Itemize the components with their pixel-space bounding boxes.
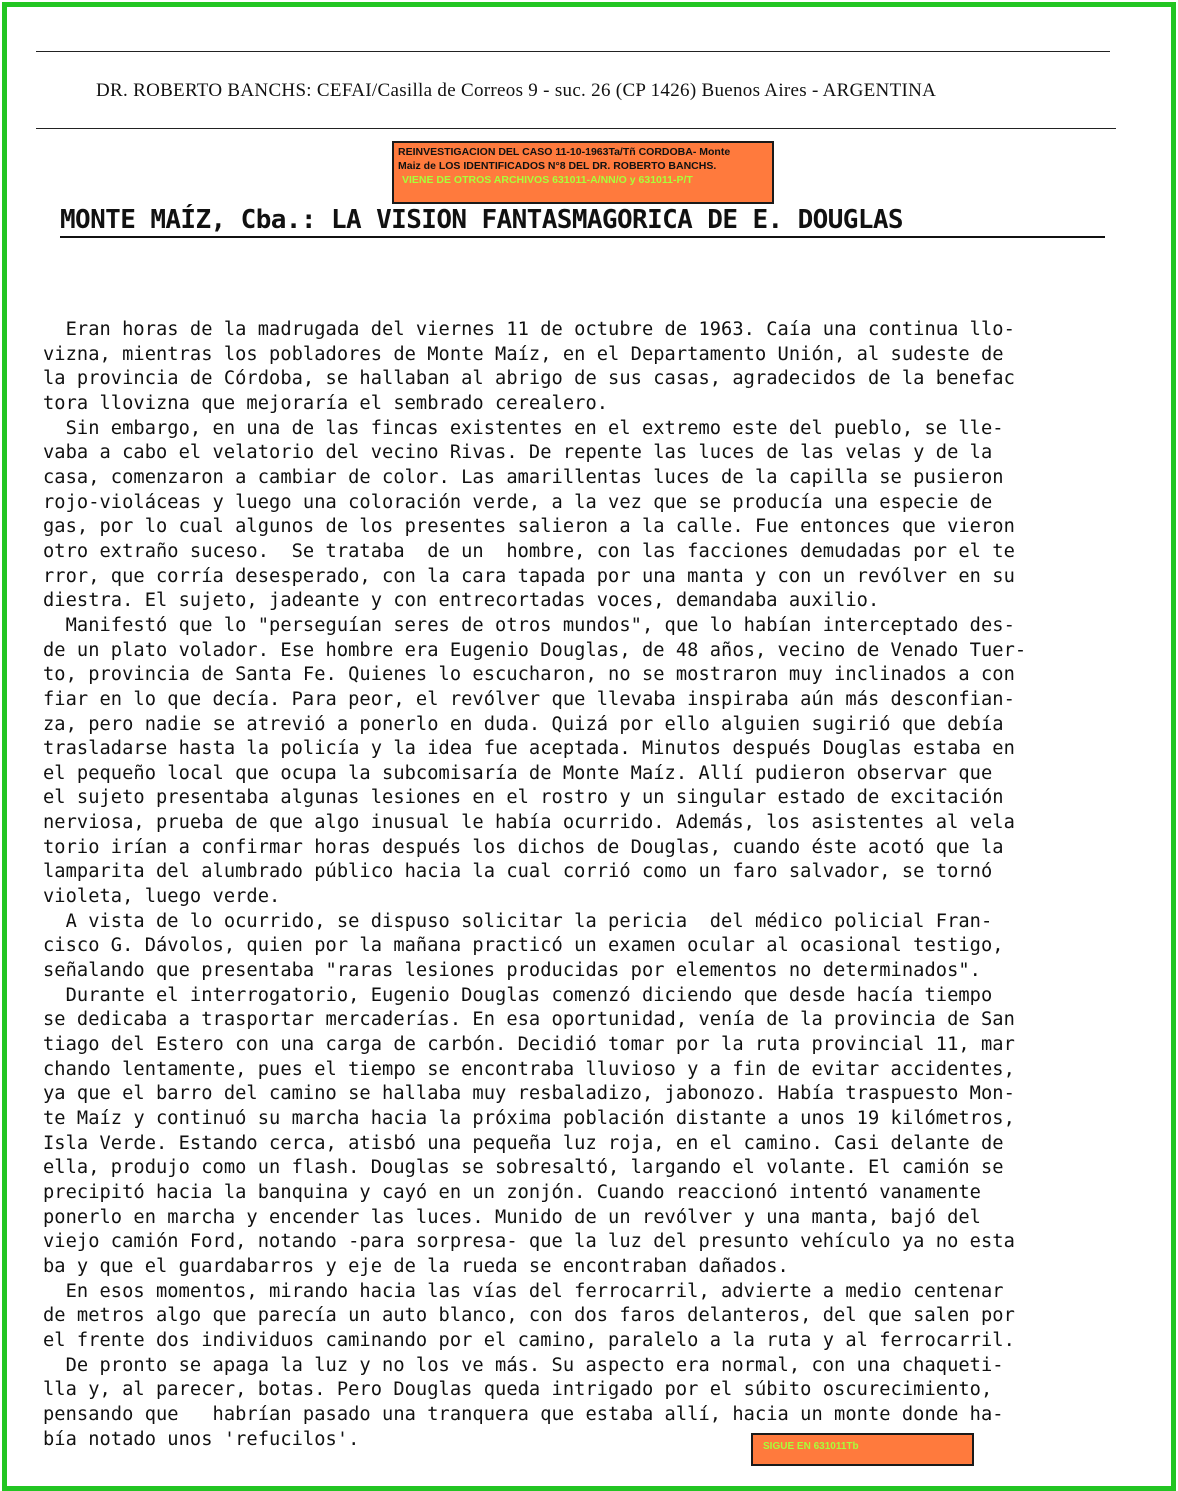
body-line: diestra. El sujeto, jadeante y con entrecortadas voces, demandaba auxilio. <box>43 590 880 612</box>
body-line: torio irían a confirmar horas después los dichos de Douglas, cuando éste acotó que la <box>43 836 1004 858</box>
body-line: vizna, mientras los pobladores de Monte Maíz, en el Departamento Unión, al sudeste de <box>43 343 1004 365</box>
header-address: DR. ROBERTO BANCHS: CEFAI/Casilla de Correos 9 - suc. 26 (CP 1426) Buenos Aires - ARGENTINA <box>96 80 937 101</box>
body-line: la provincia de Córdoba, se hallaban al abrigo de sus casas, agradecidos de la benefac <box>43 368 1015 390</box>
continuation-note: SIGUE EN 631011Tb <box>751 1433 974 1466</box>
body-line: Sin embargo, en una de las fincas existentes en el extremo este del pueblo, se lle- <box>43 417 1004 439</box>
body-line: gas, por lo cual algunos de los presentes salieron a la calle. Fue entonces que vieron <box>43 516 1015 538</box>
top-rule <box>36 51 1110 52</box>
body-line: lamparita del alumbrado público hacia la cual corrió como un faro salvador, se tornó <box>43 861 993 883</box>
case-note-line-1: REINVESTIGACION DEL CASO 11-10-1963Ta/Tñ CORDOBA- Monte <box>398 146 731 158</box>
body-line: De pronto se apaga la luz y no los ve más. Su aspecto era normal, con una chaqueti- <box>43 1354 1004 1376</box>
article-title: MONTE MAÍZ, Cba.: LA VISION FANTASMAGORICA DE E. DOUGLAS <box>60 205 1105 238</box>
body-line: violeta, luego verde. <box>43 886 281 908</box>
body-line: rojo-violáceas y luego una coloración verde, a la vez que se producía una especie de <box>43 491 993 513</box>
body-line: ya que el barro del camino se hallaba muy resbaladizo, jabonozo. Había traspuesto Mon- <box>43 1083 1015 1105</box>
body-line: el pequeño local que ocupa la subcomisaría de Monte Maíz. Allí pudieron observar que <box>43 762 993 784</box>
case-note-line-3: VIENE DE OTROS ARCHIVOS 631011-A/NN/O y 631011-P/T <box>402 174 693 186</box>
body-line: to, provincia de Santa Fe. Quienes lo escucharon, no se mostraron muy inclinados a con <box>43 664 1015 686</box>
body-line: za, pero nadie se atrevió a ponerlo en duda. Quizá por ello alguien sugirió que debía <box>43 713 1004 735</box>
body-line: de un plato volador. Ese hombre era Eugenio Douglas, de 48 años, vecino de Venado Tuer- <box>43 639 1027 661</box>
body-line: pensando que habrían pasado una tranquera que estaba allí, hacia un monte donde ha- <box>43 1403 1004 1425</box>
body-line: casa, comenzaron a cambiar de color. Las amarillentas luces de la capilla se pusieron <box>43 466 1004 488</box>
body-line: nerviosa, prueba de que algo inusual le había ocurrido. Además, los asistentes al vela <box>43 812 1015 834</box>
body-line: fiar en lo que decía. Para peor, el revólver que llevaba inspiraba aún más desconfian- <box>43 688 1015 710</box>
body-line: cisco G. Dávolos, quien por la mañana practicó un examen ocular al ocasional testigo, <box>43 935 1004 957</box>
header-rule <box>36 128 1116 129</box>
body-line: tiago del Estero con una carga de carbón. Decidió tomar por la ruta provincial 11, mar <box>43 1034 1015 1056</box>
body-line: vaba a cabo el velatorio del vecino Rivas. De repente las luces de las velas y de la <box>43 442 993 464</box>
body-line: viejo camión Ford, notando -para sorpresa- que la luz del presunto vehículo ya no esta <box>43 1231 1015 1253</box>
body-line: el frente dos individuos caminando por el camino, paralelo a la ruta y al ferrocarril. <box>43 1329 1015 1351</box>
body-line: ella, produjo como un flash. Douglas se sobresaltó, largando el volante. El camión se <box>43 1157 1004 1179</box>
body-line: precipitó hacia la banquina y cayó en un zonjón. Cuando reaccionó intentó vanamente <box>43 1181 981 1203</box>
body-line: trasladarse hasta la policía y la idea fue aceptada. Minutos después Douglas estaba en <box>43 738 1015 760</box>
body-line: A vista de lo ocurrido, se dispuso solicitar la pericia del médico policial Fran- <box>43 910 993 932</box>
body-line: ponerlo en marcha y encender las luces. Munido de un revólver y una manta, bajó del <box>43 1206 981 1228</box>
body-line: ba y que el guardabarros y eje de la rueda se encontraban dañados. <box>43 1255 789 1277</box>
body-line: Eran horas de la madrugada del viernes 11 de octubre de 1963. Caía una continua llo- <box>43 319 1015 340</box>
body-line: tora llovizna que mejoraría el sembrado cerealero. <box>43 392 609 414</box>
case-note-box <box>392 141 774 204</box>
body-line: señalando que presentaba "raras lesiones producidas por elementos no determinados". <box>43 960 981 982</box>
body-line: se dedicaba a trasportar mercaderías. En esa oportunidad, venía de la provincia de San <box>43 1009 1015 1031</box>
body-line: otro extraño suceso. Se trataba de un hombre, con las facciones demudadas por el te <box>43 540 1015 562</box>
case-note-line-2: Maiz de LOS IDENTIFICADOS N°8 DEL DR. ROBERTO BANCHS. <box>398 160 717 172</box>
body-line: Isla Verde. Estando cerca, atisbó una pequeña luz roja, en el camino. Casi delante de <box>43 1132 1004 1154</box>
body-line: En esos momentos, mirando hacia las vías del ferrocarril, advierte a medio centenar <box>43 1280 1004 1302</box>
body-line: Durante el interrogatorio, Eugenio Douglas comenzó diciendo que desde hacía tiempo <box>43 984 993 1006</box>
article-body <box>43 318 1123 1452</box>
body-line: lla y, al parecer, botas. Pero Douglas queda intrigado por el súbito oscurecimiento, <box>43 1379 993 1401</box>
body-line: Manifestó que lo "perseguían seres de otros mundos", que lo habían interceptado des- <box>43 614 1015 636</box>
body-line: bía notado unos 'refucilos'. <box>43 1428 360 1450</box>
body-line: el sujeto presentaba algunas lesiones en el rostro y un singular estado de excitación <box>43 787 1004 809</box>
body-line: te Maíz y continuó su marcha hacia la próxima población distante a unos 19 kilómetros, <box>43 1108 1015 1129</box>
body-line: chando lentamente, pues el tiempo se encontraba lluvioso y a fin de evitar accidentes, <box>43 1058 1015 1080</box>
body-line: rror, que corría desesperado, con la cara tapada por una manta y con un revólver en su <box>43 565 1015 587</box>
body-line: de metros algo que parecía un auto blanco, con dos faros delanteros, del que salen por <box>43 1305 1015 1327</box>
